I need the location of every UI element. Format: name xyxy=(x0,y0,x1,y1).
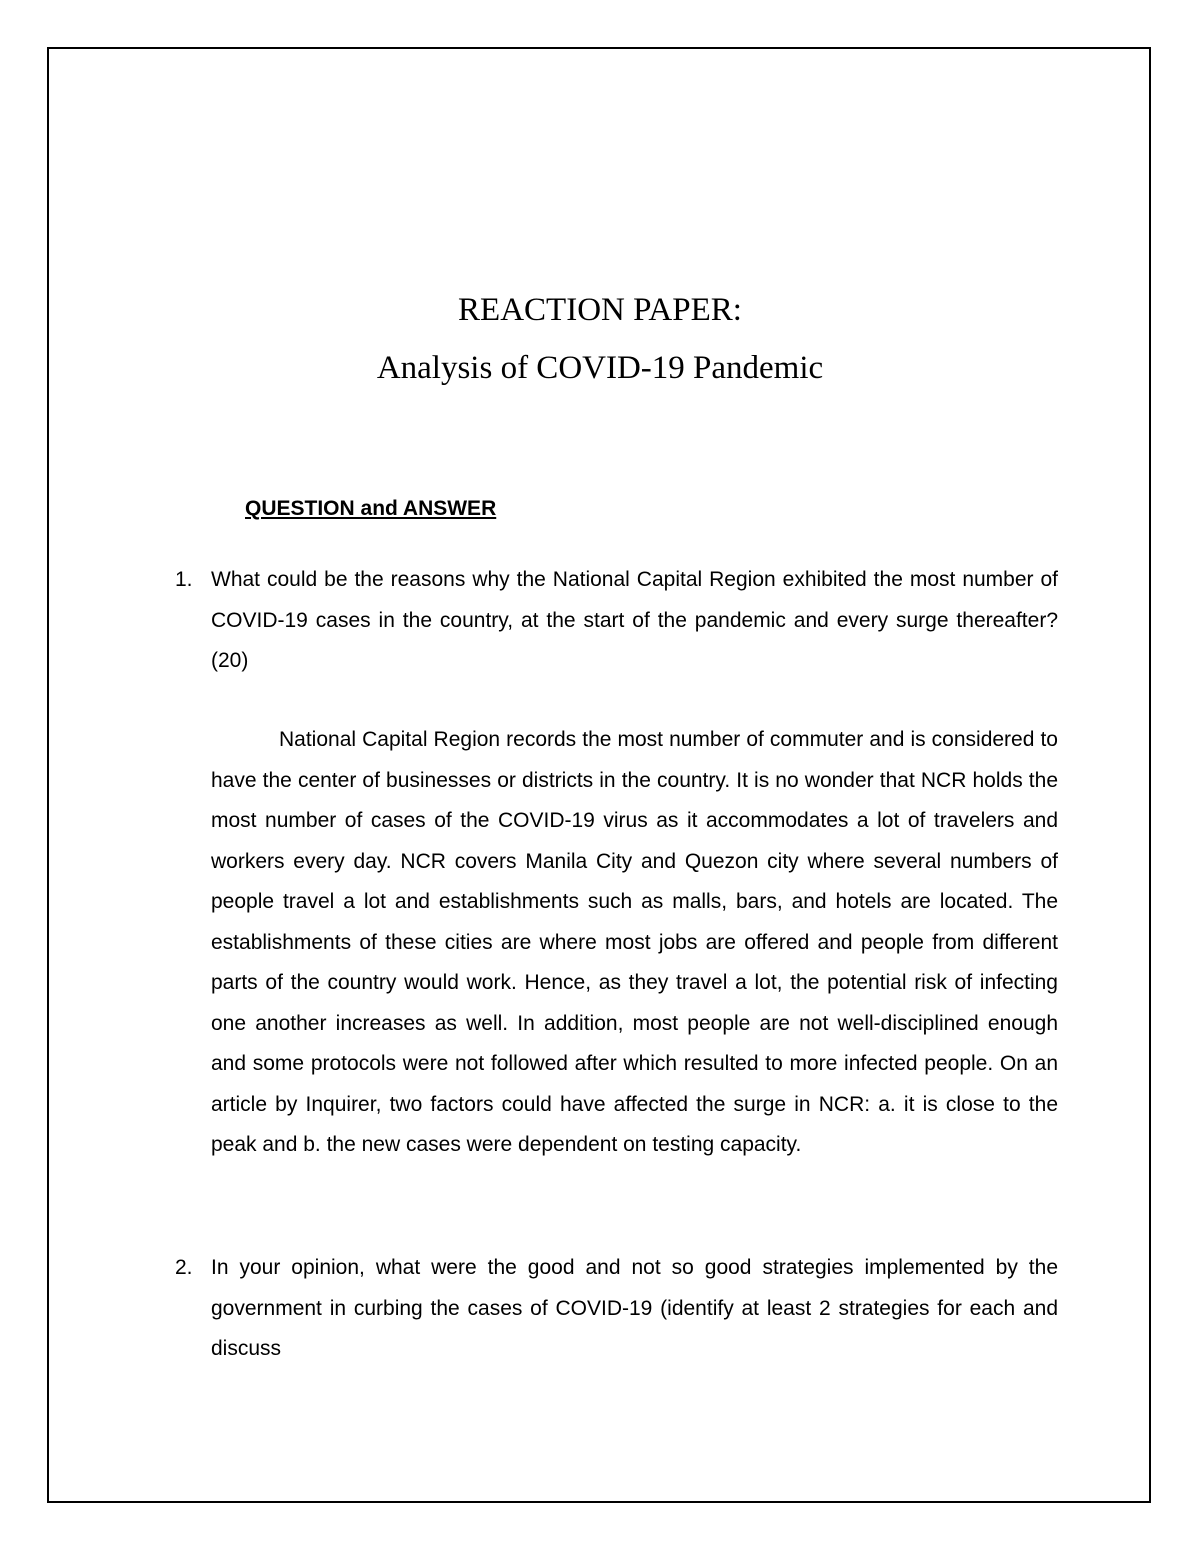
question-text: What could be the reasons why the National Capital Region exhibited the most number of COVID-19 cases in the country, at the start of the pandemic and every surge thereafter? (20) xyxy=(211,568,1058,672)
document-title: REACTION PAPER: xyxy=(458,292,742,328)
question-number: 2. xyxy=(175,1256,193,1279)
document-subtitle: Analysis of COVID-19 Pandemic xyxy=(376,350,824,386)
title-block xyxy=(0,285,1200,401)
question-1 xyxy=(175,560,1058,682)
section-heading: QUESTION and ANSWER xyxy=(245,497,497,520)
question-number: 1. xyxy=(175,568,193,591)
question-text: In your opinion, what were the good and not so good strategies implemented by the government in curbing the cases of COVID-19 (identify at least 2 strategies for each and discuss xyxy=(211,1256,1058,1360)
question-2 xyxy=(175,1248,1058,1370)
answer-1: National Capital Region records the most number of commuter and is considered to have the center of businesses or districts in the country. It is no wonder that NCR holds the most number of cases of the COVID-19 virus as it accommodates a lot of travelers and workers every day. NCR covers Manila City and Quezon city where several numbers of people travel a lot and establishments such as malls, bars, and hotels are located. The establishments of these cities are where most jobs are offered and people from different parts of the country would work. Hence, as they travel a lot, the potential risk of infecting one another increases as well. In addition, most people are not well-disciplined enough and some protocols were not followed after which resulted to more infected people. On an article by Inquirer, two factors could have affected the surge in NCR: a. it is close to the peak and b. the new cases were dependent on testing capacity. xyxy=(211,728,1058,1156)
